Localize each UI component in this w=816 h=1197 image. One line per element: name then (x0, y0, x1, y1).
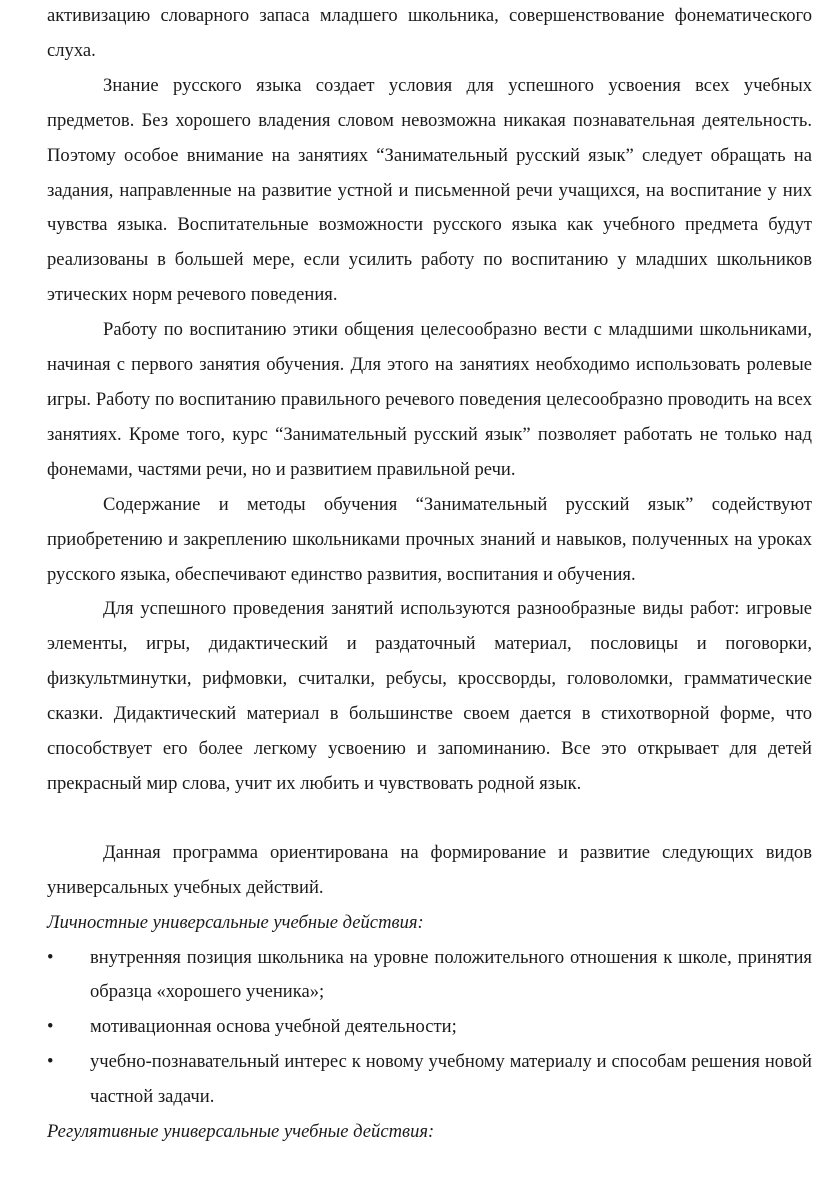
bullet-marker: • (47, 1016, 54, 1038)
list-item (47, 941, 812, 1011)
bullet-marker: • (47, 946, 54, 968)
list-item (47, 1010, 812, 1045)
bullet-marker: • (47, 1051, 54, 1073)
document-page (47, 0, 812, 1150)
paragraph-program-orientation: Данная программа ориентирована на формирование и развитие следующих видов универсальных учебных действий. (47, 841, 812, 898)
list-item-text: мотивационная основа учебной деятельности; (90, 1016, 457, 1038)
paragraph-knowledge-of-language: Знание русского языка создает условия для успешного усвоения всех учебных предметов. Без хорошего владения словом невозможна никакая познавательная деятельность. Поэтому особое внимание на занятиях “Занимательный русский язык” следует обращать на задания, направленные на развитие устной и письменной речи учащихся, на воспитание у них чувства языка. Воспитательные возможности русского языка как учебного предмета будут реализованы в большей мере, если усилить работу по воспитанию у младших школьников этических норм речевого поведения. (47, 74, 812, 306)
list-item-text: учебно-познавательный интерес к новому учебному материалу и способам решения новой частной задачи. (90, 1051, 812, 1108)
paragraph-continuation: активизацию словарного запаса младшего школьника, совершенствование фонематического слуха. (47, 5, 812, 61)
paragraph-types-of-work: Для успешного проведения занятий используются разнообразные виды работ: игровые элементы, игры, дидактический и раздаточный материал, пословицы и поговорки, физкультминутки, рифмовки, считалки, ребусы, кроссворды, головоломки, грамматические сказки. Дидактический материал в большинстве своем дается в стихотворной форме, что способствует его более легкому усвоению и запоминанию. Все это открывает для детей прекрасный мир слова, учит их любить и чувствовать родной язык. (47, 598, 812, 794)
list-item (47, 1045, 812, 1115)
list-item-text: внутренняя позиция школьника на уровне положительного отношения к школе, принятия образца «хорошего ученика»; (90, 946, 812, 1003)
paragraph-ethics-of-communication: Работу по воспитанию этики общения целесообразно вести с младшими школьниками, начиная с первого занятия обучения. Для этого на занятиях необходимо использовать ролевые игры. Работу по воспитанию правильного речевого поведения целесообразно проводить на всех занятиях. Кроме того, курс “Занимательный русский язык” позволяет работать не только над фонемами, частями речи, но и развитием правильной речи. (47, 319, 812, 480)
paragraph-spacer (47, 802, 812, 836)
section-heading-regulatory: Регулятивные универсальные учебные действия: (47, 1121, 435, 1143)
paragraph-content-and-methods: Содержание и методы обучения “Занимательный русский язык” содействуют приобретению и закреплению школьниками прочных знаний и навыков, полученных на уроках русского языка, обеспечивают единство развития, воспитания и обучения. (47, 493, 812, 585)
personal-actions-list (47, 941, 812, 1116)
section-heading-personal: Личностные универсальные учебные действия: (47, 911, 424, 933)
